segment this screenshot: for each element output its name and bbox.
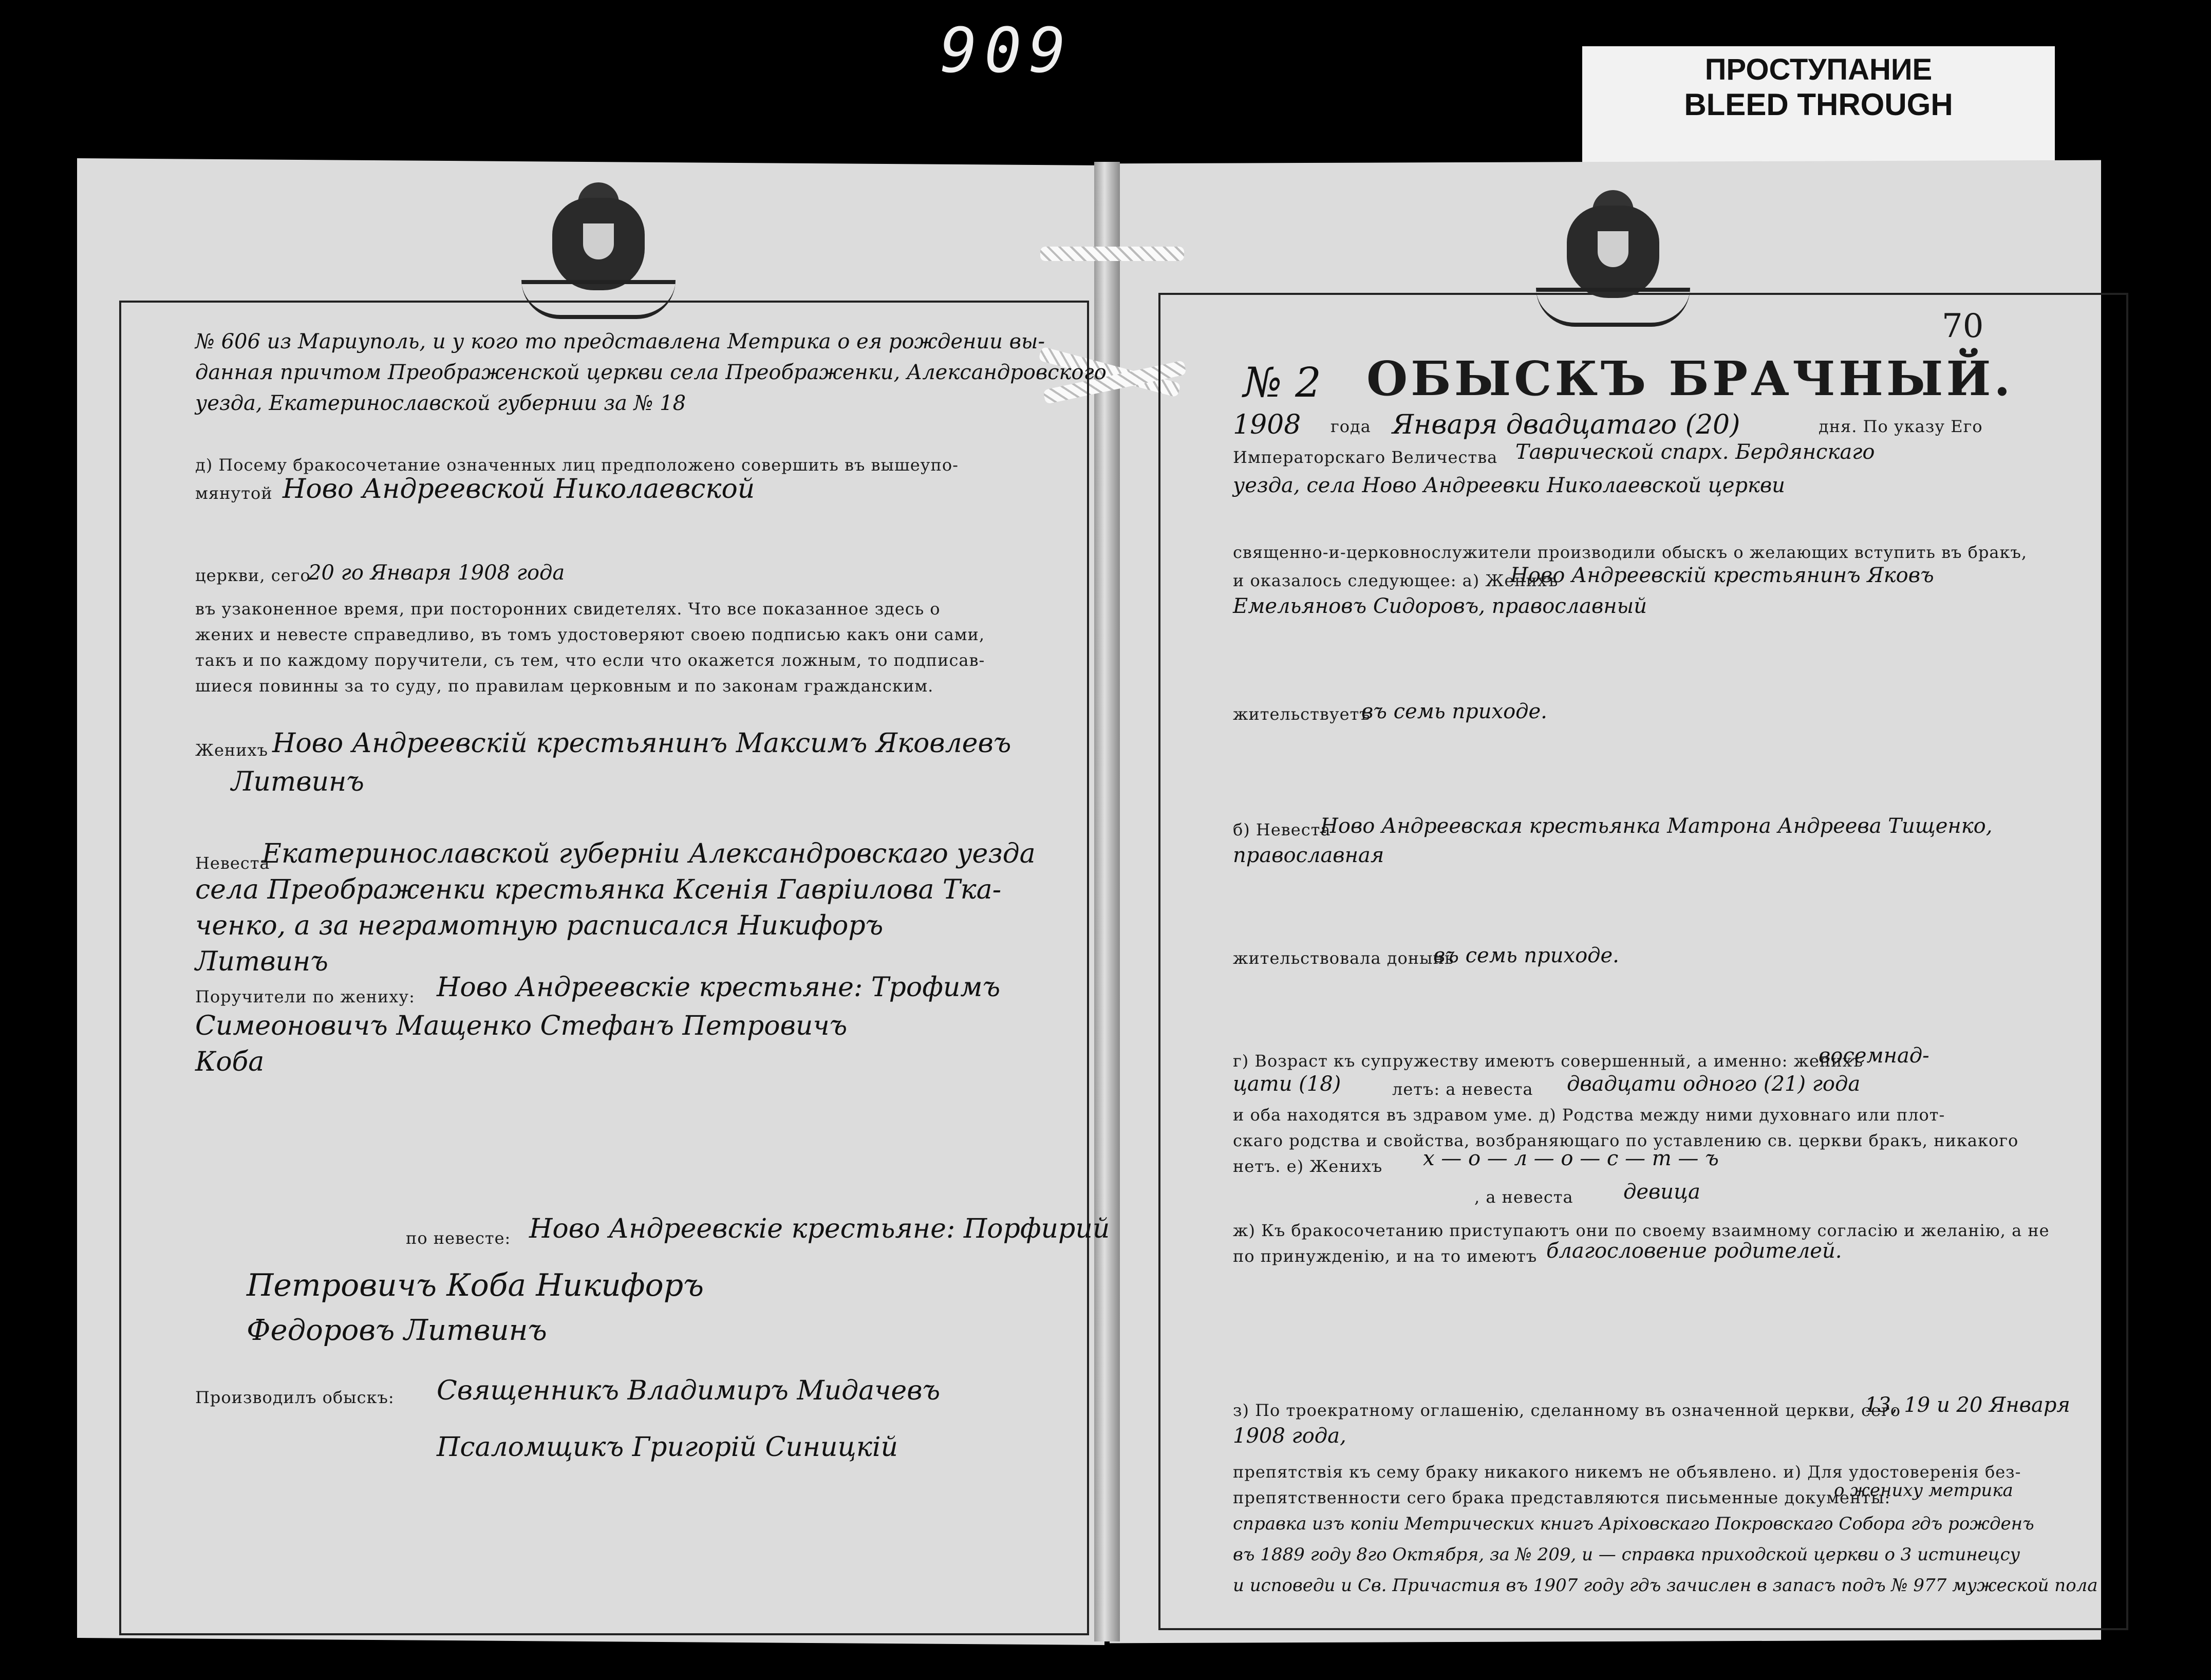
proclamation-dates-hand: 13, 19 и 20 Января	[1865, 1393, 2070, 1417]
priest-signature: Священникъ Владимиръ Мидачевъ	[437, 1375, 941, 1406]
date-label-day: дня. По указу Его	[1819, 417, 1983, 436]
oath-line-2: жених и невесте справедливо, въ томъ удостоверяют своею подписью какъ они сами,	[195, 625, 985, 644]
groom-entry-line-2: Литвинъ	[231, 767, 364, 797]
bride-status-hand: девица	[1623, 1180, 1700, 1204]
documents-hand-0: о жениху метрика	[1834, 1480, 2013, 1501]
diocese-hand: Таврической спарх. Бердянскаго	[1515, 440, 1875, 464]
impediment-line-2: препятственности сего брака представляются письменные документы:	[1233, 1488, 1891, 1507]
bride-name-hand: Ново Андреевская крестьянка Матрона Андреева Тищенко,	[1320, 814, 1993, 838]
groom-guarantors-line-2: Симеоновичъ Мащенко Стефанъ Петровичъ	[195, 1011, 848, 1041]
groom-status-hand: х — о — л — о — с — т — ъ	[1423, 1147, 1719, 1170]
groom-name-hand-1: Ново Андреевскiй крестьянинъ Яковъ	[1510, 564, 1934, 587]
top-note-line-1: № 606 из Мариуполь, и у кого то представлена Метрика о ея рождении вы-	[195, 330, 1045, 353]
bride-entry-line-1: Екатеринославской губернiи Александровскаго уезда	[262, 838, 1036, 869]
imperial-eagle-emblem-right	[1536, 200, 1690, 334]
bride-age-hand: двадцати одного (21) года	[1567, 1072, 1861, 1096]
bride-faith-hand: православная	[1233, 844, 1384, 867]
bride-entry-line-4: Литвинъ	[195, 946, 328, 977]
age-line-6: , а невеста	[1474, 1187, 1573, 1207]
record-number: № 2	[1243, 359, 1322, 406]
documents-hand-2: въ 1889 году 8го Октября, за № 209, и — справка приходской церкви о 3 истинецсу	[1233, 1544, 2020, 1565]
bride-guarantors-line-2: Петровичъ Коба Никифоръ	[247, 1267, 704, 1303]
consent-hand: благословение родителей.	[1546, 1239, 1842, 1263]
item-d-printed: д) Посему бракосочетание означенных лиц предположено совершить въ вышеупо-	[195, 455, 959, 475]
binding-string-top	[1040, 247, 1184, 261]
bride-residence-hand: въ семь приходе.	[1433, 944, 1619, 967]
bride-entry-line-3: ченко, а за неграмотную расписался Никифоръ	[195, 910, 884, 941]
groom-name-hand-2: Емельяновъ Сидоровъ, православный	[1233, 594, 1647, 618]
bleed-through-label-ru: ПРОСТУПАНИЕ	[1704, 53, 1933, 86]
psalmist-signature: Псаломщикъ Григорiй Синицкiй	[437, 1432, 898, 1463]
groom-age-hand-2: цати (18)	[1233, 1072, 1341, 1096]
document-title: ОБЫСКЪ БРАЧНЫЙ.	[1366, 351, 2014, 406]
groom-intro-printed: и оказалось следующее: а) Женихъ	[1233, 571, 1559, 590]
age-line-5: нетъ. е) Женихъ	[1233, 1156, 1383, 1176]
page-number: 70	[1942, 307, 1984, 345]
consent-line-1: ж) Къ бракосочетанию приступаютъ они по своему взаимному согласiю и желанiю, а не	[1233, 1221, 2050, 1240]
top-note-line-2: данная причтом Преображенской церкви села Преображенки, Александровского	[195, 361, 1107, 384]
oath-line-4: шиеся повинны за то суду, по правилам церковным и по законам гражданским.	[195, 676, 934, 696]
item-d-church-name: Ново Андреевской Николаевской	[283, 474, 755, 505]
documents-hand-1: справка изъ копiи Метрических книгъ Арiховскаго Покровскаго Собора гдъ рожденъ	[1233, 1514, 2034, 1534]
groom-age-hand-1: восемнад-	[1819, 1044, 1929, 1068]
documents-hand-3: и исповеди и Св. Причастия въ 1907 году гдъ зачислен в запасъ подъ № 977 мужеской пола	[1233, 1575, 2098, 1596]
bride-residence-printed: жительствовала донынь	[1233, 948, 1454, 968]
date-year: 1908	[1233, 409, 1301, 440]
proclamation-printed: з) По троекратному оглашенiю, сделанному въ означенной церкви, сего	[1233, 1401, 1901, 1420]
groom-residence-hand: въ семь приходе.	[1361, 700, 1547, 723]
bride-guarantors-line-3: Федоровъ Литвинъ	[247, 1314, 547, 1347]
ribbon-banner	[1536, 288, 1690, 327]
age-line-3: и оба находятся въ здравом уме. д) Родства между ними духовнаго или плот-	[1233, 1105, 1945, 1125]
groom-guarantors-line-1: Ново Андреевскiе крестьяне: Трофимъ	[437, 972, 1001, 1003]
age-line-4: скаго родства и свойства, возбраняющаго по уставлению св. церкви бракъ, никакого	[1233, 1131, 2019, 1150]
frame-number: 909	[940, 15, 1073, 87]
performed-by-label: Производилъ обыскъ:	[195, 1388, 395, 1407]
church-date-hand: 20 го Января 1908 года	[308, 561, 565, 585]
oath-line-1: въ узаконенное время, при посторонних свидетелях. Что все показанное здесь о	[195, 599, 941, 619]
shield-icon	[583, 223, 614, 259]
bride-guarantors-line-1: Ново Андреевскiе крестьяне: Порфирий	[529, 1214, 1110, 1244]
bride-entry-line-2: села Преображенки крестьянка Ксенiя Гаврiилова Тка-	[195, 874, 1002, 905]
shield-icon	[1598, 231, 1628, 267]
item-d-cont-printed: мянутой	[195, 483, 273, 503]
age-line-1: г) Возраст къ супружеству имеютъ совершенный, а именно: женихъ	[1233, 1051, 1864, 1071]
date-month-day: Января двадцатаго (20)	[1392, 409, 1740, 440]
proclamation-year-hand: 1908 года,	[1233, 1424, 1346, 1448]
church-date-printed: церкви, сего	[195, 566, 311, 585]
ribbon-banner	[521, 280, 676, 319]
bleed-through-label	[1582, 46, 2055, 177]
groom-residence-printed: жительствуетъ	[1233, 704, 1371, 724]
consent-line-2: по принужденiю, и на то имеютъ	[1233, 1246, 1538, 1266]
groom-entry-line-1: Ново Андреевскiй крестьянинъ Максимъ Яковлевъ	[272, 728, 1011, 759]
bride-guarantors-label: по невесте:	[406, 1228, 511, 1248]
imperial-majesty-printed: Императорскаго Величества	[1233, 447, 1498, 467]
impediment-line-1: препятствiя къ сему браку никакого никемъ не объявлено. и) Для удостоверенiя без-	[1233, 1462, 2021, 1482]
bride-label: Невеста	[195, 853, 270, 873]
bleed-through-label-en: BLEED THROUGH	[1684, 87, 1953, 122]
open-register-book	[77, 162, 2106, 1647]
oath-line-3: такъ и по каждому поручители, съ тем, что если что окажется ложным, то подписав-	[195, 650, 985, 670]
age-line-2: летъ: а невеста	[1392, 1079, 1533, 1099]
groom-guarantors-line-3: Коба	[195, 1047, 265, 1077]
clergy-line-printed: священно-и-церковнослужители производили обыскъ о желающих вступить въ бракъ,	[1233, 543, 2028, 562]
date-label-year: года	[1331, 417, 1371, 436]
top-note-line-3: уезда, Екатеринославской губернии за № 18	[195, 391, 686, 415]
church-location-hand: уезда, села Ново Андреевки Николаевской церкви	[1233, 474, 1785, 497]
groom-label: Женихъ	[195, 740, 268, 760]
bride-intro-printed: б) Невеста	[1233, 820, 1331, 839]
imperial-eagle-emblem-left	[521, 193, 676, 326]
groom-guarantors-label: Поручители по жениху:	[195, 987, 415, 1006]
